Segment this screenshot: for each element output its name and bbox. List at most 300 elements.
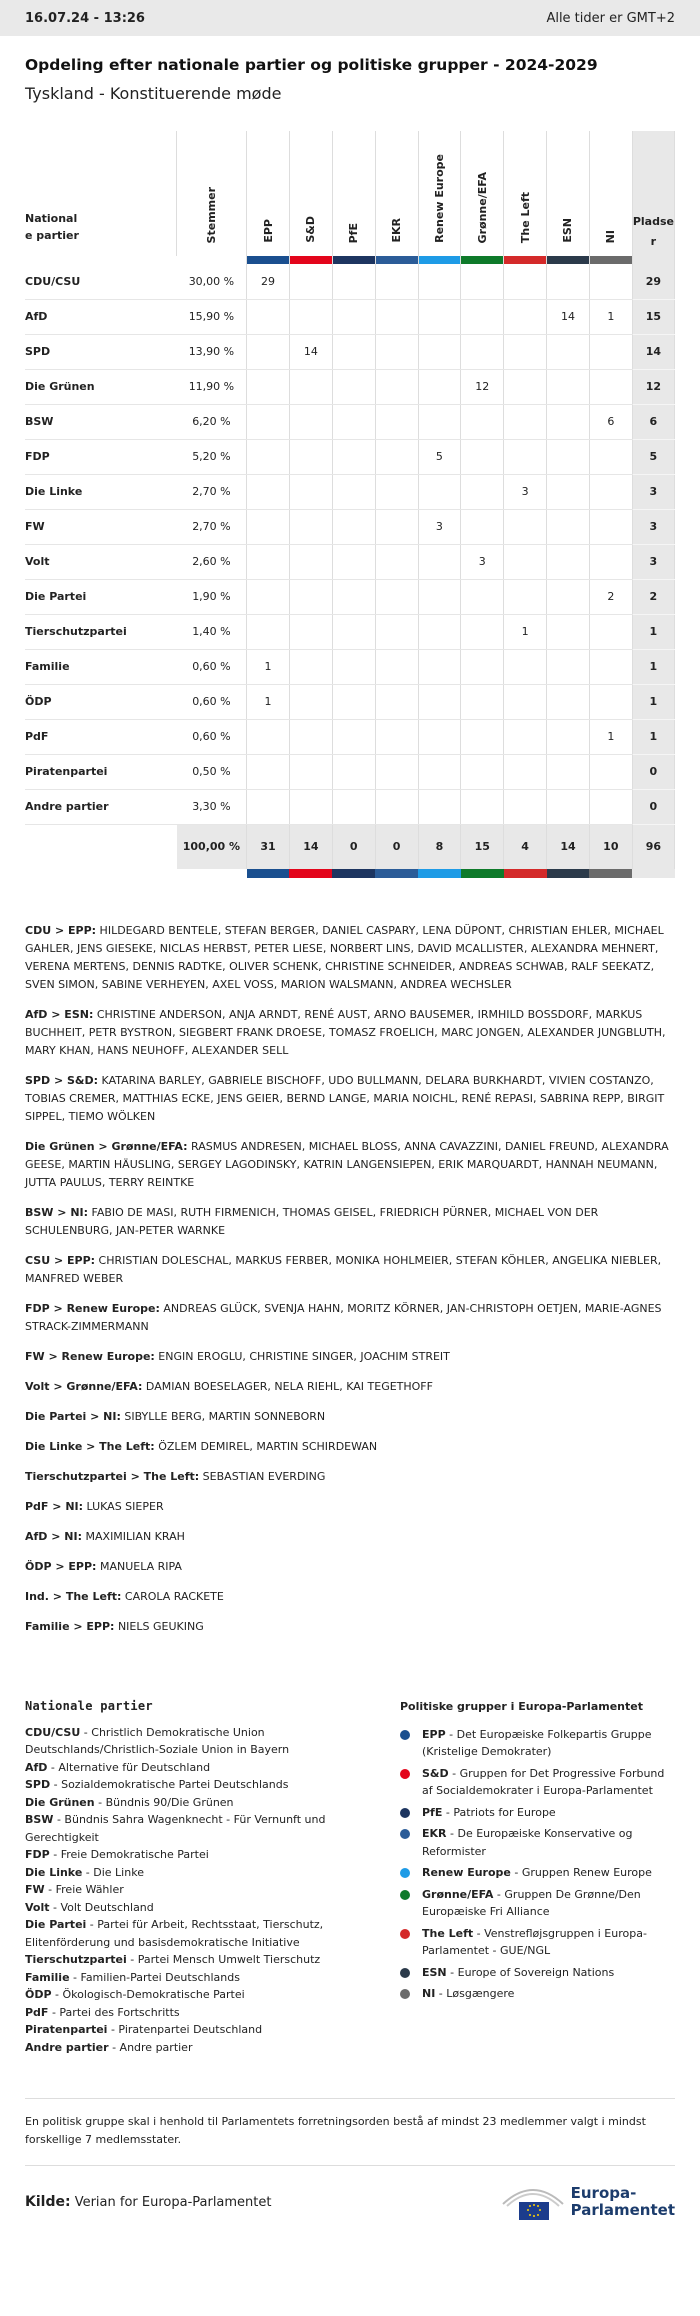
seat-total: 1 [632,649,674,684]
political-group-entry: S&D - Gruppen for Det Progressive Forbund af Socialdemokrater i Europa-Parlamentet [400,1765,675,1800]
vote-share: 5,20 % [177,439,247,474]
party-name: Familie [25,649,177,684]
party-name: FW [25,509,177,544]
party-name: CDU/CSU [25,264,177,299]
seat-total: 1 [632,684,674,719]
political-group-entry: The Left - Venstrefløjsgruppen i Europa-Parlamentet - GUE/NGL [400,1925,675,1960]
seat-count [418,544,461,579]
group-color-bar [547,869,590,878]
seat-count [375,754,418,789]
group-column-header: PfE [332,131,375,256]
seat-total: 5 [632,439,674,474]
mep-group-entry: ÖDP > EPP: MANUELA RIPA [25,1560,182,1573]
seat-count [289,544,332,579]
seat-count [547,439,590,474]
national-party-entry: BSW - Bündnis Sahra Wagenknecht - Für Vernunft und Gerechtigkeit [25,1813,326,1844]
seat-count [418,579,461,614]
national-party-entry: Volt - Volt Deutschland [25,1900,154,1914]
seat-count [332,334,375,369]
mep-group-entry: AfD > NI: MAXIMILIAN KRAH [25,1530,185,1543]
vote-share: 1,40 % [177,614,247,649]
table-row [25,369,675,404]
national-party-entry: CDU/CSU - Christlich Demokratische Union Deutschlands/Christlich-Soziale Union in Bayern [25,1725,290,1756]
vote-share: 13,90 % [177,334,247,369]
group-color-bar [504,869,547,878]
seat-count [289,754,332,789]
group-color-bar [247,869,290,878]
table-row [25,579,675,614]
political-group-entry: EKR - De Europæiske Konservative og Reformister [400,1825,675,1860]
seat-count [332,614,375,649]
seat-count: 1 [504,614,547,649]
party-name: Tierschutzpartei [25,614,177,649]
seat-count [247,474,290,509]
mep-group-entry: Ind. > The Left: CAROLA RACKETE [25,1590,224,1603]
group-color-dot-icon [400,1730,410,1740]
group-column-header: EKR [375,131,418,256]
group-color-bar [461,256,504,264]
seat-count [547,579,590,614]
timestamp: 16.07.24 - 13:26 [25,10,145,26]
source: Kilde: Verian for Europa-Parlamentet [25,2194,272,2210]
seat-count [289,299,332,334]
seat-count [589,439,632,474]
seat-count [461,509,504,544]
seat-total: 1 [632,719,674,754]
seat-count [247,579,290,614]
group-color-bar [418,256,461,264]
group-seat-total: 14 [289,824,332,869]
seat-count [289,579,332,614]
seat-count: 14 [547,299,590,334]
legend [25,1698,675,2056]
political-groups-title: Politiske grupper i Europa-Parlamentet [400,1700,643,1713]
vote-share: 1,90 % [177,579,247,614]
national-party-entry: Die Grünen - Bündnis 90/Die Grünen [25,1795,234,1809]
table-row [25,474,675,509]
seat-count [289,509,332,544]
group-column-header: S&D [289,131,332,256]
party-name: Andre partier [25,789,177,824]
top-bar [0,0,700,36]
grand-total: 96 [632,824,674,869]
seat-count [461,579,504,614]
seat-count [418,264,461,299]
seat-count [589,334,632,369]
seat-count [375,614,418,649]
political-group-entry: Renew Europe - Gruppen Renew Europe [400,1864,675,1882]
seat-count [289,439,332,474]
seat-count [418,369,461,404]
vote-share: 0,60 % [177,684,247,719]
group-color-dot-icon [400,1868,410,1878]
national-party-entry: Andre partier - Andre partier [25,2040,193,2054]
seat-count [332,299,375,334]
mep-group-entry: Volt > Grønne/EFA: DAMIAN BOESELAGER, NELA RIEHL, KAI TEGETHOFF [25,1380,433,1393]
political-group-entry: Grønne/EFA - Gruppen De Grønne/Den Europæiske Fri Alliance [400,1886,675,1921]
seat-count [289,369,332,404]
group-color-dot-icon [400,1989,410,1999]
footer [25,2182,675,2222]
seat-count [375,509,418,544]
table-row [25,719,675,754]
group-seat-total: 15 [461,824,504,869]
group-color-bar [589,256,632,264]
table-row [25,334,675,369]
vote-share: 30,00 % [177,264,247,299]
seat-count [547,614,590,649]
seat-count [504,789,547,824]
vote-share: 2,60 % [177,544,247,579]
table-row [25,509,675,544]
seat-count [589,754,632,789]
mep-group-entry: Die Linke > The Left: ÖZLEM DEMIREL, MARTIN SCHIRDEWAN [25,1440,378,1453]
group-column-header: NI [589,131,632,256]
group-seat-total: 14 [547,824,590,869]
seat-count [461,649,504,684]
group-color-bar [547,256,590,264]
mep-group-entry: PdF > NI: LUKAS SIEPER [25,1500,164,1513]
seat-count: 12 [461,369,504,404]
footnote: En politisk gruppe skal i henhold til Parlamentets forretningsorden bestå af mindst 23 medlemmer valgt i mindst forskellige 7 medlemsstater. [25,2098,675,2166]
party-name: Die Grünen [25,369,177,404]
seat-count: 14 [289,334,332,369]
seat-count [504,754,547,789]
seat-count [547,544,590,579]
table-row [25,544,675,579]
group-column-header: ESN [547,131,590,256]
party-name: BSW [25,404,177,439]
table-row [25,299,675,334]
seat-count [461,474,504,509]
seat-count: 1 [247,684,290,719]
national-party-entry: PdF - Partei des Fortschritts [25,2005,180,2019]
vote-share: 6,20 % [177,404,247,439]
party-name: AfD [25,299,177,334]
seat-count [289,264,332,299]
seat-count [247,719,290,754]
european-parliament-logo: Europa- Parlamentet [501,2182,675,2222]
seat-count [589,509,632,544]
group-seat-total: 0 [375,824,418,869]
national-parties-title: Nationale partier [25,1699,153,1713]
vote-share: 0,60 % [177,649,247,684]
seat-count [461,754,504,789]
seat-count [247,614,290,649]
group-color-bar [375,869,418,878]
seat-count [247,369,290,404]
group-column-header: Renew Europe [418,131,461,256]
seat-count [461,614,504,649]
seat-count [375,684,418,719]
group-seat-total: 0 [332,824,375,869]
seat-count [547,754,590,789]
seat-total: 0 [632,754,674,789]
seat-count [589,789,632,824]
seat-distribution-table [25,131,675,878]
votes-column-header: Stemmer [177,131,247,256]
seat-count [418,614,461,649]
seat-count [375,789,418,824]
group-color-dot-icon [400,1929,410,1939]
timezone-note: Alle tider er GMT+2 [546,10,675,26]
group-color-bar [289,256,332,264]
seat-count [375,719,418,754]
seat-count [547,334,590,369]
sum-row [25,824,675,869]
seat-count [461,334,504,369]
seat-count: 3 [461,544,504,579]
national-party-entry: SPD - Sozialdemokratische Partei Deutschlands [25,1778,289,1791]
seat-total: 3 [632,544,674,579]
table-row [25,789,675,824]
group-color-dot-icon [400,1890,410,1900]
table-row [25,754,675,789]
party-name: Volt [25,544,177,579]
party-name: FDP [25,439,177,474]
page-subtitle: Tyskland - Konstituerende møde [25,84,282,103]
seat-count [547,474,590,509]
seat-count: 3 [418,509,461,544]
party-name: Die Linke [25,474,177,509]
seat-count: 2 [589,579,632,614]
seat-count [418,474,461,509]
seat-count [332,684,375,719]
seat-count [289,649,332,684]
seat-total: 6 [632,404,674,439]
table-row [25,614,675,649]
seat-count [504,334,547,369]
seat-count [504,264,547,299]
group-color-bar [332,869,375,878]
national-party-entry: Tierschutzpartei - Partei Mensch Umwelt Tierschutz [25,1953,321,1966]
seat-count: 6 [589,404,632,439]
mep-group-entry: CSU > EPP: CHRISTIAN DOLESCHAL, MARKUS FERBER, MONIKA HOHLMEIER, STEFAN KÖHLER, ANGELIKA NIEBLER, MANFRED WEBER [25,1254,662,1285]
group-color-bar [418,869,461,878]
seat-count [418,789,461,824]
seats-column-header: Pladse r [632,131,674,264]
seat-count [375,649,418,684]
seat-count [332,544,375,579]
table-row [25,684,675,719]
national-party-entry: Die Linke - Die Linke [25,1865,144,1879]
party-name: Die Partei [25,579,177,614]
seat-count [418,334,461,369]
seat-count [418,754,461,789]
vote-share: 11,90 % [177,369,247,404]
seat-count [589,369,632,404]
seat-count [504,579,547,614]
seat-count [332,579,375,614]
mep-group-entry: SPD > S&D: KATARINA BARLEY, GABRIELE BISCHOFF, UDO BULLMANN, DELARA BURKHARDT, VIVIEN COSTANZO, TOBIAS CREMER, MATTHIAS ECKE, JENS GEIER, BERND LANGE, MARIA NOICHL, RENÉ REPASI, SABRINA REPP, BIRGIT SIPPEL, TIEMO WÖLKEN [25,1074,665,1123]
seat-count: 1 [589,719,632,754]
mep-group-entry: FDP > Renew Europe: ANDREAS GLÜCK, SVENJA HAHN, MORITZ KÖRNER, JAN-CHRISTOPH OETJEN, MARIE-AGNES STRACK-ZIMMERMANN [25,1302,662,1333]
seat-count [589,684,632,719]
seat-count [247,404,290,439]
party-name: SPD [25,334,177,369]
seat-count [375,334,418,369]
party-name: ÖDP [25,684,177,719]
seat-count [461,719,504,754]
seat-count [504,684,547,719]
mep-group-entry: FW > Renew Europe: ENGIN EROGLU, CHRISTINE SINGER, JOACHIM STREIT [25,1350,450,1363]
seat-count [504,439,547,474]
seat-count [375,544,418,579]
seat-count: 5 [418,439,461,474]
political-group-entry: PfE - Patriots for Europe [400,1804,675,1822]
seat-count [547,369,590,404]
mep-group-entry: AfD > ESN: CHRISTINE ANDERSON, ANJA ARNDT, RENÉ AUST, ARNO BAUSEMER, IRMHILD BOSSDORF, MARKUS BUCHHEIT, PETR BYSTRON, SIEGBERT FRANK DROESE, TOMASZ FROELICH, MARC JONGEN, ALEXANDER JUNGBLUTH, MARY KHAN, HANS NEUHOFF, ALEXANDER SELL [25,1008,666,1057]
seat-total: 15 [632,299,674,334]
national-party-entry: Die Partei - Partei für Arbeit, Rechtsstaat, Tierschutz, Elitenförderung und basisdemokratische Initiative [25,1918,324,1949]
seat-count [547,264,590,299]
seat-count [332,719,375,754]
seat-count: 1 [589,299,632,334]
seat-count [418,649,461,684]
seat-count [332,474,375,509]
group-seat-total: 10 [589,824,632,869]
parliament-emblem-icon [501,2182,565,2222]
seat-count [547,684,590,719]
group-color-dot-icon [400,1968,410,1978]
seat-total: 3 [632,509,674,544]
group-column-header: The Left [504,131,547,256]
party-name: PdF [25,719,177,754]
seat-count [461,299,504,334]
mep-group-entry: Die Grünen > Grønne/EFA: RASMUS ANDRESEN, MICHAEL BLOSS, ANNA CAVAZZINI, DANIEL FREUND, ALEXANDRA GEESE, MARTIN HÄUSLING, SERGEY LAGODINSKY, KATRIN LANGENSIEPEN, ERIK MARQUARDT, HANNAH NEUMANN, JUTTA PAULUS, TERRY REINTKE [25,1140,669,1189]
seat-count [332,649,375,684]
seat-count [247,754,290,789]
group-color-dot-icon [400,1769,410,1779]
seat-count [289,719,332,754]
seat-count [375,579,418,614]
vote-share: 0,60 % [177,719,247,754]
table-row [25,439,675,474]
seat-total: 2 [632,579,674,614]
seat-count [418,299,461,334]
seat-count: 3 [504,474,547,509]
national-party-entry: FW - Freie Wähler [25,1883,124,1896]
vote-share: 2,70 % [177,474,247,509]
seat-count [289,614,332,649]
seat-count [375,474,418,509]
national-party-entry: Piratenpartei - Piratenpartei Deutschland [25,2023,263,2036]
seat-total: 1 [632,614,674,649]
seat-count [461,439,504,474]
seat-count [332,754,375,789]
seat-total: 0 [632,789,674,824]
vote-share: 0,50 % [177,754,247,789]
seat-count [332,404,375,439]
seat-count [247,544,290,579]
mep-group-entry: Tierschutzpartei > The Left: SEBASTIAN EVERDING [25,1470,326,1483]
seat-count [547,719,590,754]
seat-count [289,404,332,439]
seat-count [418,684,461,719]
seat-count: 29 [247,264,290,299]
national-party-entry: FDP - Freie Demokratische Partei [25,1848,209,1861]
seat-count [504,649,547,684]
seat-count [247,299,290,334]
table-row [25,404,675,439]
national-party-entry: ÖDP - Ökologisch-Demokratische Partei [25,1988,245,2001]
seat-count [589,474,632,509]
mep-list [25,922,675,1636]
seat-count [461,264,504,299]
group-column-header: Grønne/EFA [461,131,504,256]
mep-group-entry: CDU > EPP: HILDEGARD BENTELE, STEFAN BERGER, DANIEL CASPARY, LENA DÜPONT, CHRISTIAN EHLER, MICHAEL GAHLER, JENS GIESEKE, NICLAS HERBST, PETER LIESE, NORBERT LINS, DAVID MCALLISTER, ALEXANDRA MEHNERT, VERENA MERTENS, DENNIS RADTKE, OLIVER SCHENK, CHRISTINE SCHNEIDER, ANDREAS SCHWAB, RALF SEEKATZ, SVEN SIMON, SABINE VERHEYEN, AXEL VOSS, MARION WALSMANN, ANDREA WECHSLER [25,924,664,991]
seat-count [461,789,504,824]
seat-count: 1 [247,649,290,684]
vote-share: 3,30 % [177,789,247,824]
group-color-bar [504,256,547,264]
seat-count [589,544,632,579]
seat-count [332,509,375,544]
seat-count [332,369,375,404]
group-seat-total: 4 [504,824,547,869]
seat-count [504,369,547,404]
national-party-entry: Familie - Familien-Partei Deutschlands [25,1970,240,1984]
seat-total: 29 [632,264,674,299]
seat-count [418,719,461,754]
seat-count [504,719,547,754]
mep-group-entry: Familie > EPP: NIELS GEUKING [25,1620,204,1633]
group-color-bar [375,256,418,264]
seat-count [504,404,547,439]
seat-total: 14 [632,334,674,369]
seat-count [332,264,375,299]
seat-count [504,299,547,334]
seat-count [332,439,375,474]
group-color-bar [247,256,290,264]
seat-count [547,649,590,684]
seat-count [375,369,418,404]
party-name: Piratenpartei [25,754,177,789]
party-column-header: National e partier [25,212,79,242]
seat-count [289,789,332,824]
seat-count [547,509,590,544]
seat-count [375,264,418,299]
vote-share: 15,90 % [177,299,247,334]
seat-count [375,404,418,439]
seat-total: 3 [632,474,674,509]
group-seat-total: 8 [418,824,461,869]
political-group-entry: ESN - Europe of Sovereign Nations [400,1964,675,1982]
seat-count [247,789,290,824]
seat-count [461,404,504,439]
seat-total: 12 [632,369,674,404]
seat-count [332,789,375,824]
national-parties-legend [25,1698,400,2056]
mep-group-entry: BSW > NI: FABIO DE MASI, RUTH FIRMENICH, THOMAS GEISEL, FRIEDRICH PÜRNER, MICHAEL VON DER SCHULENBURG, JAN-PETER WARNKE [25,1206,599,1237]
group-seat-total: 31 [247,824,290,869]
seat-count [589,649,632,684]
page-title: Opdeling efter nationale partier og politiske grupper - 2024-2029 [25,56,598,74]
seat-count [504,544,547,579]
group-color-bar [289,869,332,878]
seat-count [547,404,590,439]
vote-share-total: 100,00 % [177,824,247,869]
seat-count [589,614,632,649]
group-color-bar [461,869,504,878]
seat-count [247,439,290,474]
seat-count [375,299,418,334]
group-column-header: EPP [247,131,290,256]
seat-count [289,684,332,719]
group-color-bar [589,869,632,878]
seat-count [589,264,632,299]
seat-count [504,509,547,544]
